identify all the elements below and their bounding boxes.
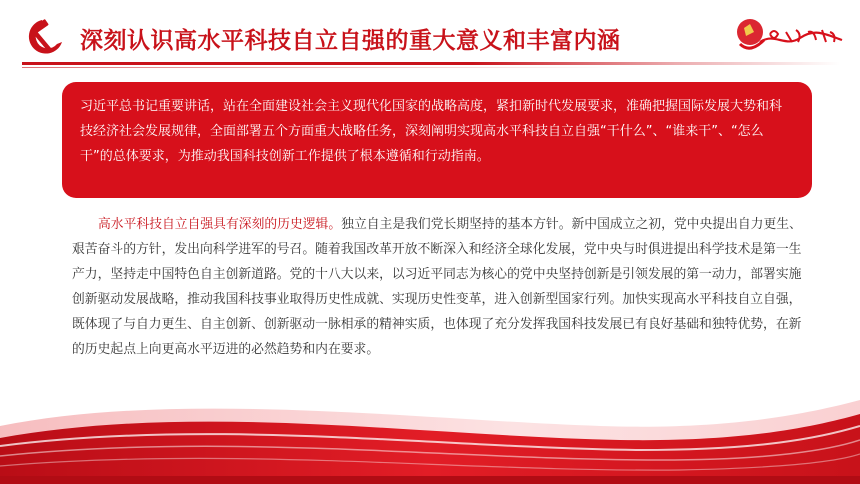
body-lead-sentence: 高水平科技自立自强具有深刻的历史逻辑。 bbox=[98, 217, 342, 232]
page-header bbox=[0, 0, 860, 80]
calligraphy-logo-icon bbox=[730, 14, 848, 60]
summary-text: 习近平总书记重要讲话，站在全面建设社会主义现代化国家的战略高度，紧扣新时代发展要求，准确把握国际发展大势和科技经济社会发展规律，全面部署五个方面重大战略任务，深刻阐明实现高水平科技自立自强“干什么”、“谁来干”、“怎么干”的总体要求，为推动我国科技创新工作提供了根本遵循和行动指南。 bbox=[80, 99, 783, 164]
body-paragraph bbox=[72, 212, 804, 362]
header-divider bbox=[22, 62, 840, 65]
page-title: 深刻认识高水平科技自立自强的重大意义和丰富内涵 bbox=[80, 28, 621, 54]
header-divider-thin bbox=[22, 67, 622, 68]
summary-box bbox=[62, 82, 812, 198]
decorative-red-wave bbox=[0, 380, 860, 484]
hammer-sickle-icon bbox=[22, 14, 68, 60]
body-text: 独立自主是我们党长期坚持的基本方针。新中国成立之初，党中央提出自力更生、艰苦奋斗的方针，发出向科学进军的号召。随着我国改革开放不断深入和经济全球化发展，党中央与时俱进提出科学技术是第一生产力，坚持走中国特色自主创新道路。党的十八大以来，以习近平同志为核心的党中央坚持创新是引领发展的第一动力，部署实施创新驱动发展战略，推动我国科技事业取得历史性成就、实现历史性变革，进入创新型国家行列。加快实现高水平科技自立自强，既体现了与自力更生、自主创新、创新驱动一脉相承的精神实质，也体现了充分发挥我国科技发展已有良好基础和独特优势，在新的历史起点上向更高水平迈进的必然趋势和内在要求。 bbox=[72, 217, 802, 357]
